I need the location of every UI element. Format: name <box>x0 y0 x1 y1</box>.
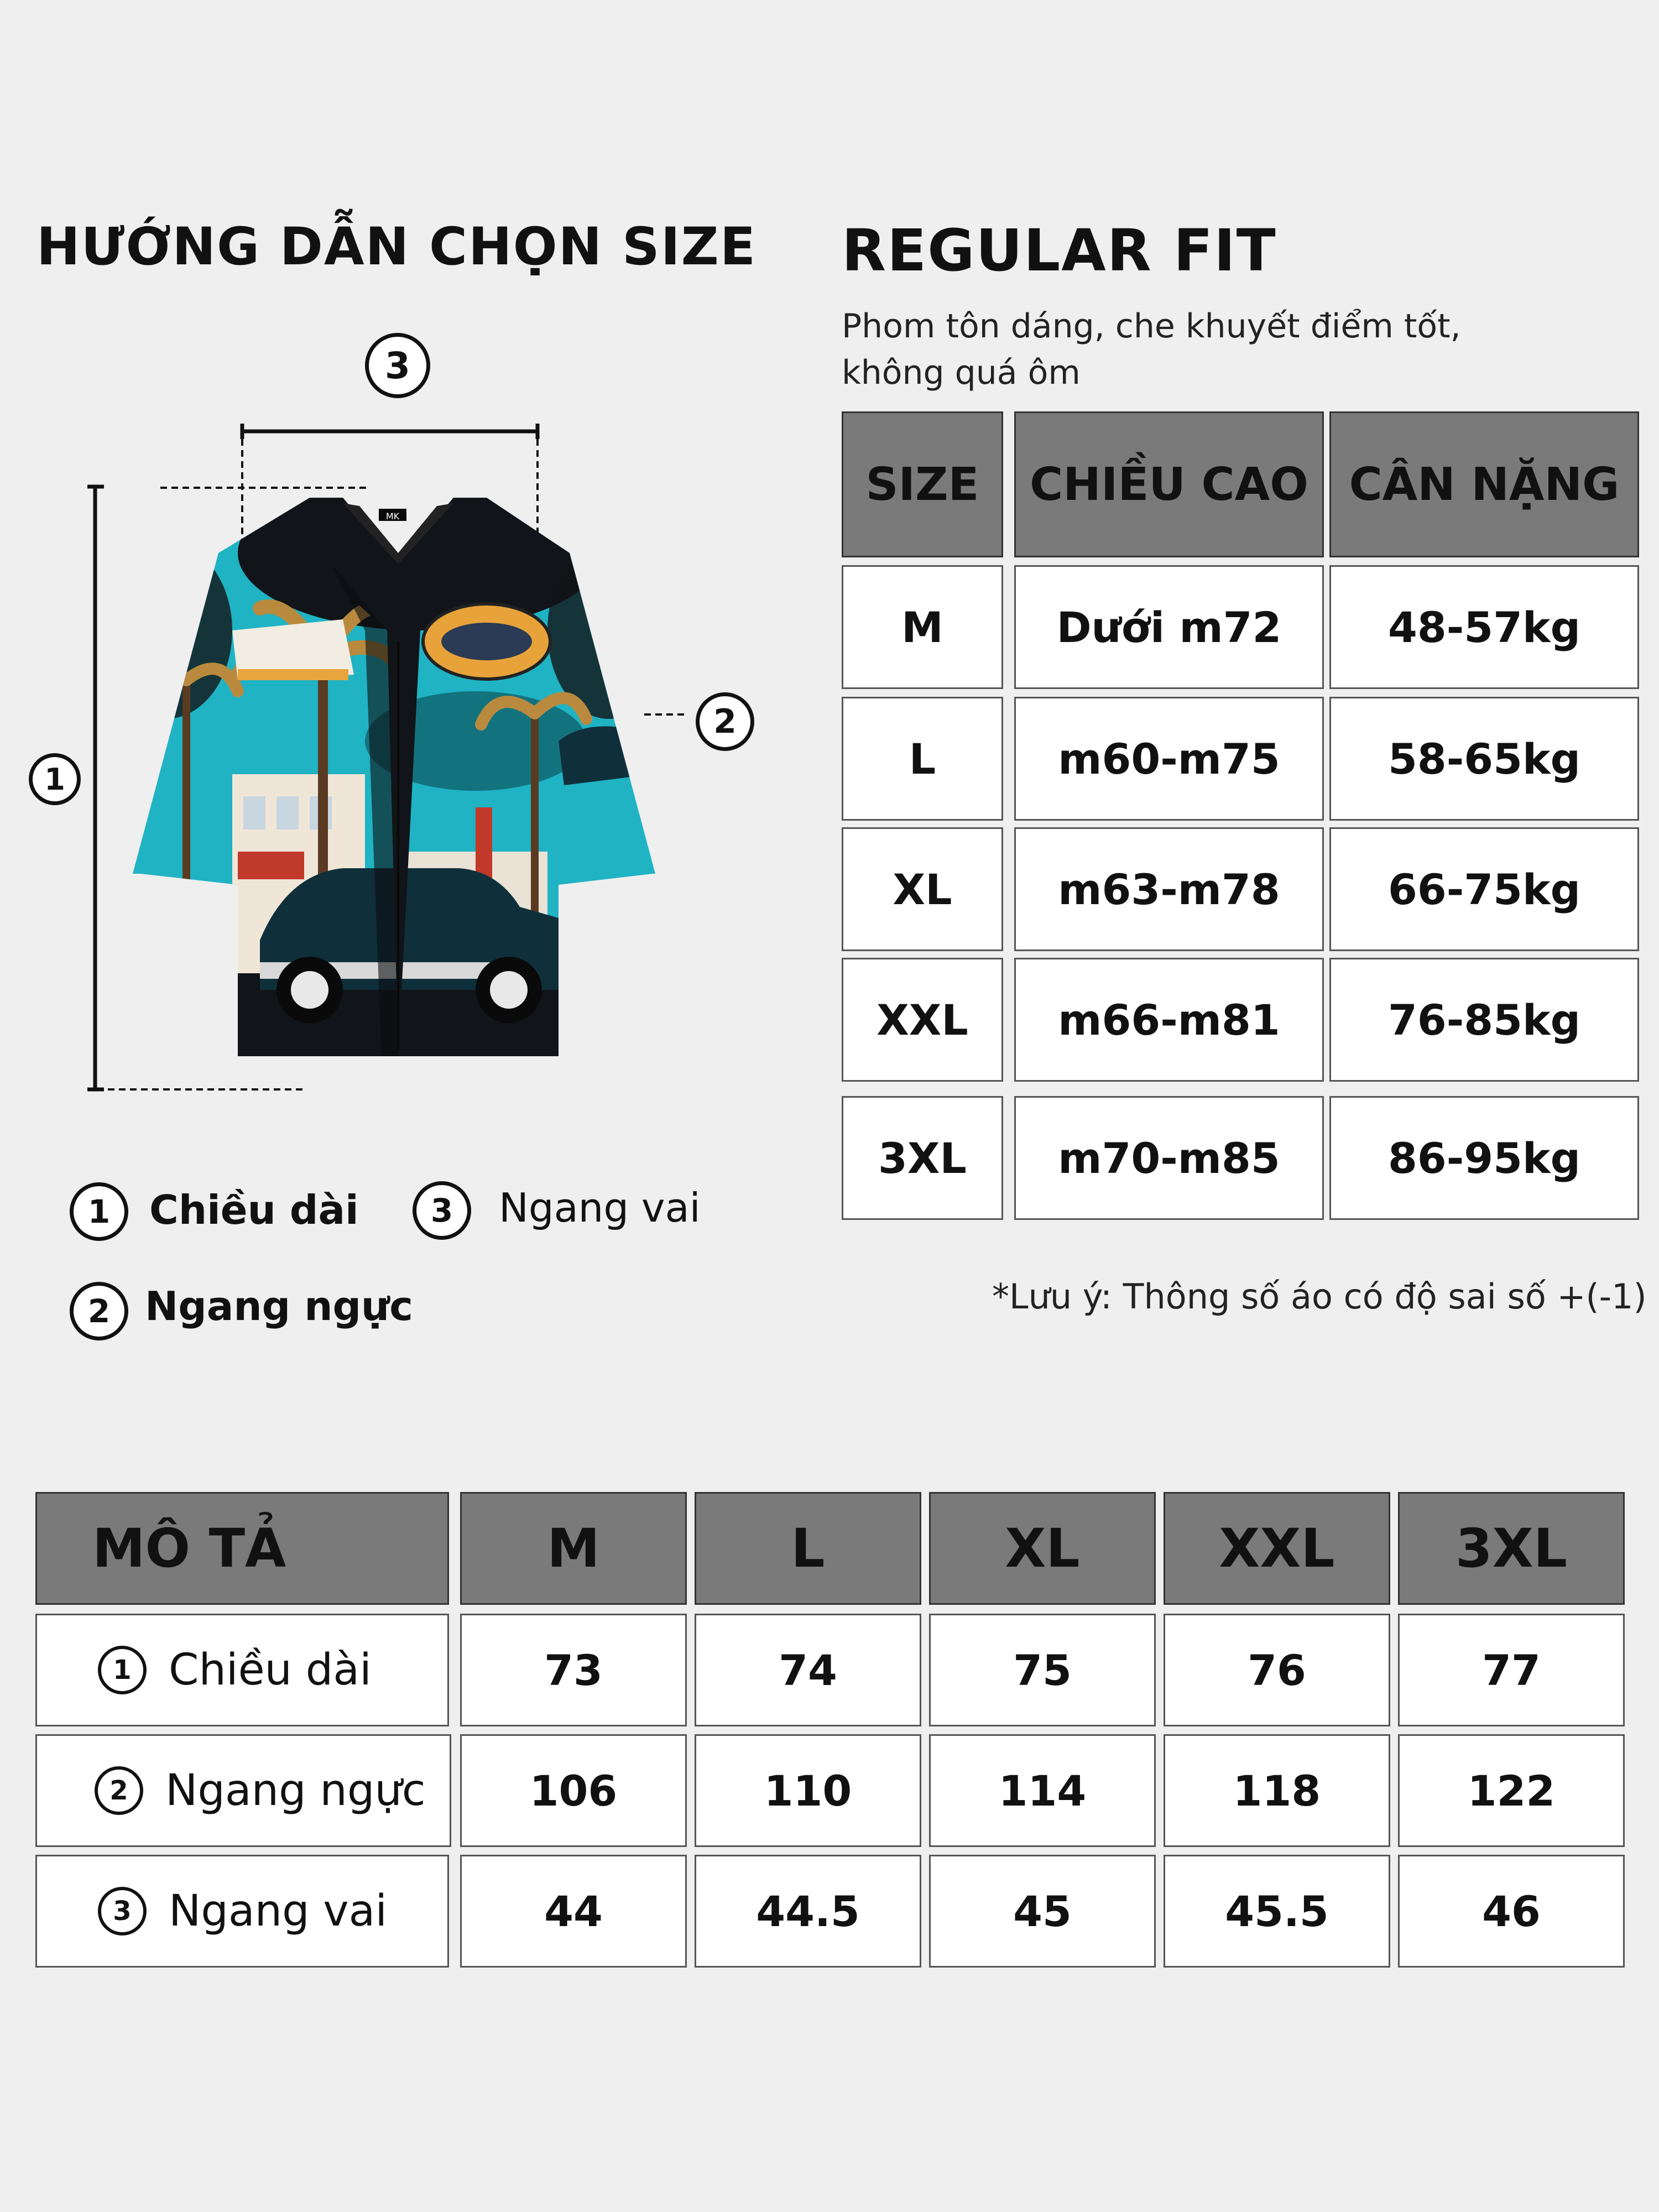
legend-1-label: Chiều dài <box>149 1187 359 1233</box>
height-cell: m70-m85 <box>1014 1096 1324 1220</box>
size-table-header-height: CHIỀU CAO <box>1014 411 1324 557</box>
legend-1-number: 1 <box>70 1182 128 1241</box>
measure-value: 110 <box>695 1734 921 1847</box>
measure-row-label <box>35 1734 451 1847</box>
size-cell: 3XL <box>842 1096 1003 1220</box>
measure-value: 73 <box>460 1614 687 1726</box>
marker-chest: 2 <box>696 692 754 751</box>
measure-value: 122 <box>1398 1734 1625 1847</box>
measure-value: 114 <box>929 1734 1156 1847</box>
measure-value: 118 <box>1164 1734 1390 1847</box>
weight-cell: 66-75kg <box>1329 827 1639 951</box>
row-label-text: Chiều dài <box>169 1645 372 1695</box>
right-title: REGULAR FIT <box>842 217 1277 284</box>
measure-header-size: 3XL <box>1398 1492 1625 1605</box>
measure-value: 77 <box>1398 1614 1625 1726</box>
measure-value: 45 <box>929 1855 1156 1968</box>
size-cell: XL <box>842 827 1003 951</box>
weight-cell: 76-85kg <box>1329 958 1639 1082</box>
size-cell: L <box>842 697 1003 821</box>
marker-length: 1 <box>29 753 81 805</box>
measure-value: 44 <box>460 1855 687 1968</box>
measure-value: 46 <box>1398 1855 1625 1968</box>
fit-description-line1: Phom tôn dáng, che khuyết điểm tốt, <box>842 307 1461 346</box>
measure-header-size: M <box>460 1492 687 1605</box>
shirt-diagram <box>0 321 802 1106</box>
legend-3-number: 3 <box>413 1181 471 1240</box>
size-table-header-weight: CÂN NẶNG <box>1329 411 1639 557</box>
height-cell: Dưới m72 <box>1014 565 1324 689</box>
measure-value: 75 <box>929 1614 1156 1726</box>
fit-description <box>842 303 1461 396</box>
left-title: HƯỚNG DẪN CHỌN SIZE <box>36 217 757 277</box>
row-number-badge: 2 <box>95 1766 143 1815</box>
measure-row-label <box>35 1614 449 1726</box>
legend-3-label: Ngang vai <box>499 1185 701 1231</box>
measure-value: 76 <box>1164 1614 1390 1726</box>
row-number-badge: 1 <box>98 1646 147 1694</box>
measure-row-label <box>35 1855 449 1968</box>
size-cell: XXL <box>842 958 1003 1082</box>
tolerance-note: *Lưu ý: Thông số áo có độ sai số +(-1) <box>992 1276 1647 1317</box>
measure-header-description: MÔ TẢ <box>35 1492 449 1605</box>
measure-header-size: L <box>695 1492 921 1605</box>
height-cell: m66-m81 <box>1014 958 1324 1082</box>
fit-description-line2: không quá ôm <box>842 353 1081 392</box>
measure-header-size: XL <box>929 1492 1156 1605</box>
weight-cell: 58-65kg <box>1329 697 1639 821</box>
size-cell: M <box>842 565 1003 689</box>
brand-label: MK <box>385 511 400 521</box>
weight-cell: 48-57kg <box>1329 565 1639 689</box>
marker-shoulder: 3 <box>365 333 430 398</box>
legend-2-number: 2 <box>70 1282 128 1340</box>
row-number-badge: 3 <box>98 1887 147 1936</box>
height-cell: m60-m75 <box>1014 697 1324 821</box>
size-table-header-size: SIZE <box>842 411 1003 557</box>
measure-value: 45.5 <box>1164 1855 1390 1968</box>
row-label-text: Ngang vai <box>169 1886 388 1936</box>
measure-header-size: XXL <box>1164 1492 1390 1605</box>
measure-value: 74 <box>695 1614 921 1726</box>
weight-cell: 86-95kg <box>1329 1096 1639 1220</box>
legend-2-label: Ngang ngực <box>145 1283 413 1329</box>
measure-value: 44.5 <box>695 1855 921 1968</box>
measure-value: 106 <box>460 1734 687 1847</box>
height-cell: m63-m78 <box>1014 827 1324 951</box>
row-label-text: Ngang ngực <box>165 1766 426 1815</box>
